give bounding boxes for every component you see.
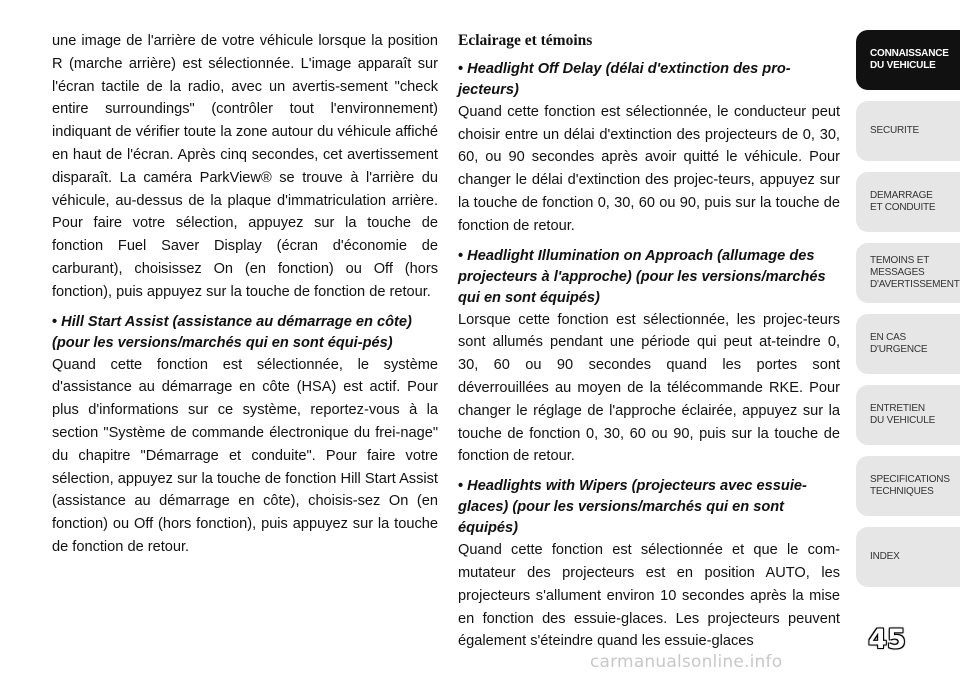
headlights-wipers-heading: • Headlights with Wipers (projecteurs avec essuie-glaces) (pour les versions/marchés qui en sont équipés) xyxy=(458,476,840,539)
tab-urgence[interactable]: EN CAS D'URGENCE xyxy=(856,314,960,374)
tab-securite[interactable]: SECURITE xyxy=(856,101,960,161)
watermark: carmanualsonline.info xyxy=(590,652,783,672)
headlight-delay-heading: • Headlight Off Delay (délai d'extinction des pro-jecteurs) xyxy=(458,59,840,101)
headlight-delay-paragraph: Quand cette fonction est sélectionnée, le conducteur peut choisir entre un délai d'extinction des projecteurs de 0, 30, 60, ou 90 secondes après avoir quitté le véhicule. Pour changer le délai d'extinction des projec-teurs, appuyez sur la touche de fonction 0, 30, 60 ou 90, puis sur la touche de fonction de retour. xyxy=(458,103,840,234)
intro-paragraph: une image de l'arrière de votre véhicule lorsque la position R (marche arrière) est sélectionnée. L'image apparaît sur l'écran tactile de la radio, avec un avertis-sement "check entire surroundings" (contrôler tout l'environnement) indiquant de vérifier toute la zone autour du véhicule affiché en haut de l'écran. Après cinq secondes, cet avertissement disparaît. La caméra ParkView® se trouve à l'arrière du véhicule, au-dessus de la plaque d'immatriculation arrière. Pour faire votre sélection, appuyez sur la touche de fonction Fuel Saver Display (écran d'économie de carburant), choisissez On (en fonction) ou Off (hors fonction), puis appuyez sur la touche de fonction de retour. xyxy=(52,33,438,300)
hill-start-heading: • Hill Start Assist (assistance au démarrage en côte) (pour les versions/marchés qui en sont équi-pés) xyxy=(52,312,438,354)
tab-connaissance[interactable]: CONNAISSANCE DU VEHICULE xyxy=(856,30,960,90)
hill-start-paragraph: Quand cette fonction est sélectionnée, le système d'assistance au démarrage en côte (HSA) est actif. Pour plus d'informations sur ce système, reportez-vous à la section "Système de commande électronique du frei-nage" du chapitre "Démarrage et conduite". Pour faire votre sélection, appuyez sur la touche de fonction Hill Start Assist (assistance au démarrage en côte), choisis-sez On (en fonction) ou Off (hors fonction), puis appuyez sur la touche de fonction de retour. xyxy=(52,356,438,555)
tab-demarrage[interactable]: DEMARRAGE ET CONDUITE xyxy=(856,172,960,232)
tab-entretien[interactable]: ENTRETIEN DU VEHICULE xyxy=(856,385,960,445)
section-title: Eclairage et témoins xyxy=(458,32,593,49)
tab-specifications[interactable]: SPECIFICATIONS TECHNIQUES xyxy=(856,456,960,516)
left-column xyxy=(52,30,438,567)
tab-temoins[interactable]: TEMOINS ET MESSAGES D'AVERTISSEMENT xyxy=(856,243,960,303)
chapter-tabs xyxy=(856,30,960,598)
page-number: 45 xyxy=(868,624,906,655)
right-column xyxy=(458,30,840,661)
headlight-approach-heading: • Headlight Illumination on Approach (allumage des projecteurs à l'approche) (pour les versions/marchés qui en sont équipés) xyxy=(458,246,840,309)
headlight-approach-paragraph: Lorsque cette fonction est sélectionnée, les projec-teurs sont allumés pendant une période qui peut at-teindre 0, 30, 60 ou 90 secondes quand les portes sont déverrouillées au moyen de la télécommande RKE. Pour changer le réglage de l'approche éclairée, appuyez sur la touche de fonction 0, 30, 60 ou 90, puis sur la touche de fonction de retour. xyxy=(458,311,840,465)
tab-index[interactable]: INDEX xyxy=(856,527,960,587)
headlights-wipers-paragraph: Quand cette fonction est sélectionnée et que le com-mutateur des projecteurs est en position AUTO, les projecteurs s'allument environ 10 secondes après la mise en fonction des essuie-glaces. Les projecteurs peuvent également s'éteindre quand les essuie-glaces xyxy=(458,542,840,650)
